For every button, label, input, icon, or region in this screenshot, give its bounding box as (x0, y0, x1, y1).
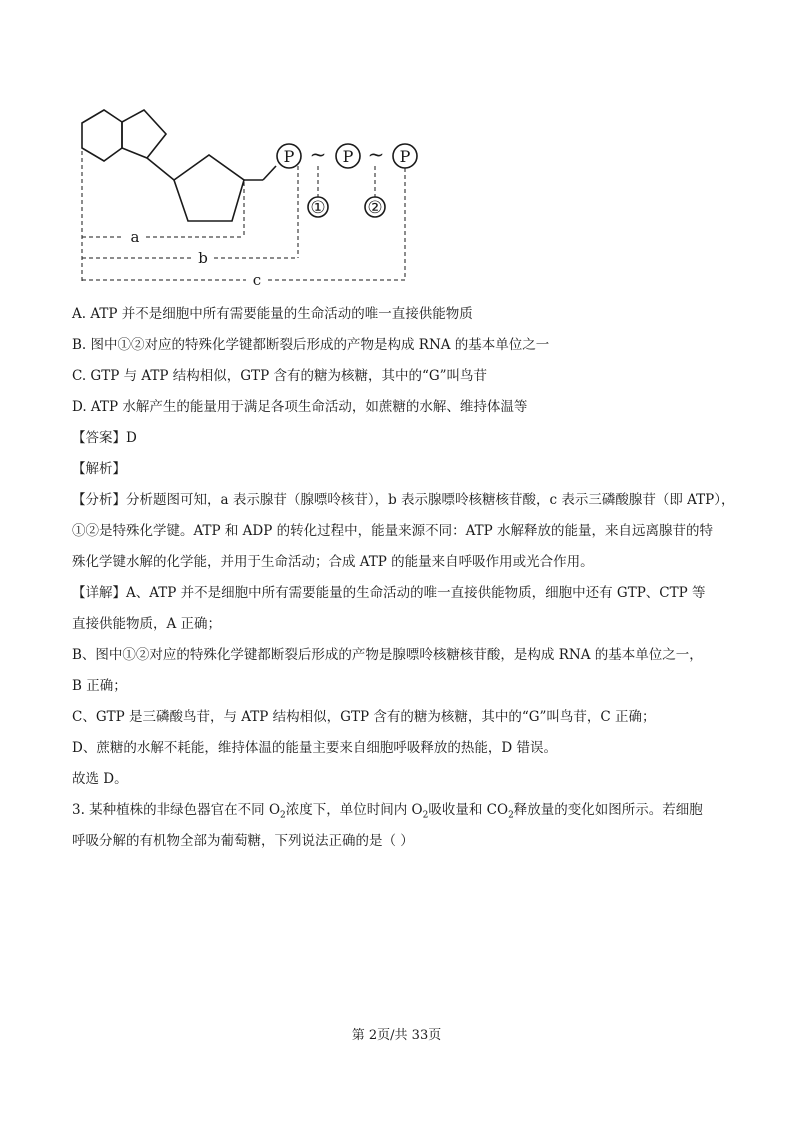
xiangjie-line-4: B 正确； (72, 678, 127, 694)
bracket-label-a: a (130, 228, 140, 246)
page-footer: 第 2页/共 33页 (351, 1028, 442, 1043)
phosphate-label-2: P (342, 147, 354, 166)
phosphate-label-3: P (399, 147, 411, 166)
q3-subscript-1: 2 (280, 810, 286, 821)
xiangjie-line-1 (72, 584, 706, 602)
xiangjie-line-7: 故选 D。 (72, 771, 128, 787)
bond-label-2: ② (367, 198, 383, 218)
xiangjie-tag: 【详解】 (72, 585, 126, 601)
fenxi-tag: 【分析】 (72, 492, 126, 508)
q3-subscript-2: 2 (422, 810, 429, 821)
xiangjie-line-5: C、GTP 是三磷酸鸟苷，与 ATP 结构相似，GTP 含有的糖为核糖，其中的“G”叫鸟苷，C 正确； (72, 709, 656, 725)
q3-text-part-4: 释放量的变化如图所示。若细胞 (513, 802, 703, 818)
q3-subscript-3: 2 (508, 810, 514, 821)
answer-tag: 【答案】 (72, 430, 126, 446)
fenxi-line-2: ①②是特殊化学键。ATP 和 ADP 的转化过程中，能量来源不同：ATP 水解释放的能量，来自远离腺苷的特 (72, 523, 714, 539)
high-energy-bond-1: ~ (309, 142, 327, 166)
atp-structure-diagram (76, 100, 436, 290)
phosphate-label-1: P (283, 147, 295, 166)
option-b: B. 图中①②对应的特殊化学键都断裂后形成的产物是构成 RNA 的基本单位之一 (72, 337, 550, 353)
xiangjie-line-3: B、图中①②对应的特殊化学键都断裂后形成的产物是腺嘌呤核糖核苷酸，是构成 RNA 的基本单位之一， (72, 647, 703, 663)
xiangjie-text-1: A、ATP 并不是细胞中所有需要能量的生命活动的唯一直接供能物质，细胞中还有 GTP、CTP 等 (126, 585, 706, 601)
ribose-pentagon (174, 155, 244, 221)
option-c: C. GTP 与 ATP 结构相似，GTP 含有的糖为核糖，其中的“G”叫鸟苷 (72, 368, 488, 384)
bond-label-1: ① (310, 198, 326, 218)
analysis-tag: 【解析】 (72, 461, 126, 477)
q3-text-part-1: 3. 某种植株的非绿色器官在不同 O (72, 802, 281, 818)
option-d: D. ATP 水解产生的能量用于满足各项生命活动，如蔗糖的水解、维持体温等 (72, 399, 528, 415)
fenxi-line-3: 殊化学键水解的化学能，并用于生命活动；合成 ATP 的能量来自呼吸作用或光合作用。 (72, 554, 594, 570)
answer-line (72, 429, 137, 447)
xiangjie-line-6: D、蔗糖的水解不耗能，维持体温的能量主要来自细胞呼吸释放的热能，D 错误。 (72, 740, 557, 756)
fenxi-line-1 (72, 491, 735, 509)
bracket-label-c: c (252, 271, 262, 289)
option-a: A. ATP 并不是细胞中所有需要能量的生命活动的唯一直接供能物质 (72, 306, 473, 322)
adenine-pentagon-ring (122, 110, 166, 158)
answer-value: D (126, 430, 137, 446)
q3-text-part-2: 浓度下，单位时间内 O (285, 802, 423, 818)
high-energy-bond-2: ~ (367, 142, 385, 166)
adenine-hexagon-ring (82, 110, 122, 161)
fenxi-text-1: 分析题图可知，a 表示腺苷（腺嘌呤核苷），b 表示腺嘌呤核糖核苷酸，c 表示三磷酸腺苷（即 ATP）， (126, 492, 735, 508)
bracket-label-b: b (198, 249, 208, 267)
q3-text-part-3: 吸收量和 CO (428, 802, 509, 818)
question-3-line-2: 呼吸分解的有机物全部为葡萄糖，下列说法正确的是（ ） (72, 833, 414, 849)
question-3-line-1 (72, 801, 703, 819)
xiangjie-line-2: 直接供能物质，A 正确； (72, 616, 222, 632)
